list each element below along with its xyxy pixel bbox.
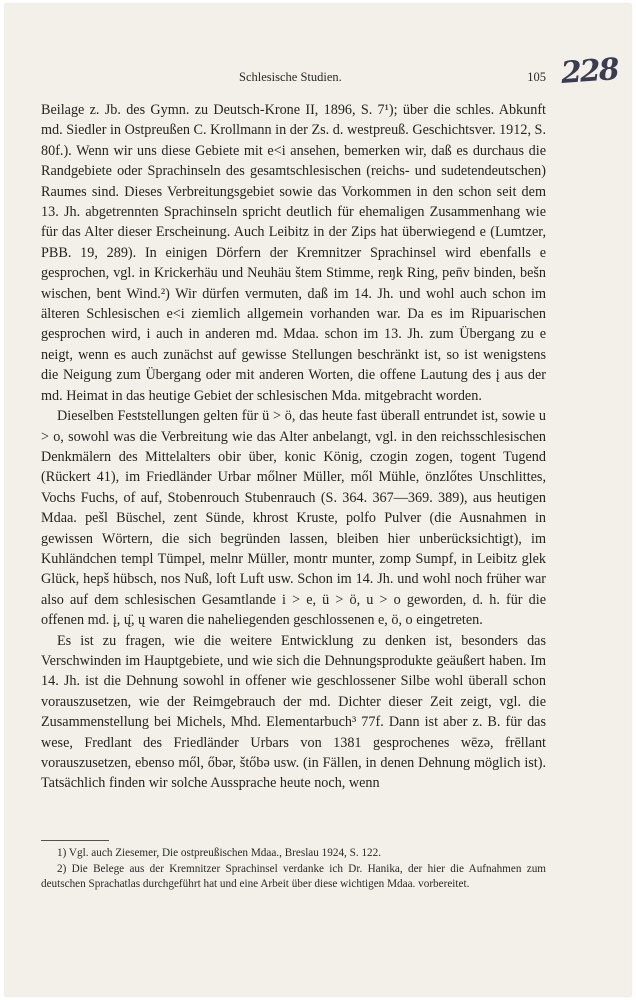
book-page bbox=[5, 4, 631, 996]
footnote-1: 1) Vgl. auch Ziesemer, Die ostpreußischen Mdaa., Breslau 1924, S. 122. bbox=[57, 847, 382, 859]
running-title: Schlesische Studien. bbox=[239, 70, 342, 84]
paragraph-2: Dieselben Feststellungen gelten für ü > ö, das heute fast überall entrundet ist, sowie u > o, sowohl was die Verbreitung wie das Alter anbelangt, vgl. in den reichsschlesischen Denkmälern des Mittelalters obir über, konic König, czogin zogen, togent Tugend (Rückert 41), im Friedländer Urbar mőlner Müller, mől Mühle, önzlőtes Unschlittes, Vochs Fuchs, of auf, Stobenrouch Stubenrauch (S. 364. 367—369. 389), aus heutigen Mdaa. pešl Büschel, zent Sünde, khrost Kruste, polfo Pulver (die Ausnahmen in gewissen Wörtern, die sich begründen lassen, bleiben hier unberücksichtigt), im Kuhländchen templ Tümpel, melnr Müller, montr munter, zomp Sumpf, in Leibitz glek Glück, hepš hübsch, nos Nuß, loft Luft usw. Schon im 14. Jh. und wohl noch früher war also auf dem schlesischen Gesamtlande i > e, ü > ö, u > o geworden, d. h. für die offenen md. į, ų̈, ų waren die naheliegenden geschlossenen e, ö, o eingetreten. bbox=[41, 408, 546, 629]
handwritten-page-number: 228 bbox=[559, 52, 619, 91]
footnote-rule bbox=[41, 840, 109, 841]
paragraph-1: Beilage z. Jb. des Gymn. zu Deutsch-Krone II, 1896, S. 7¹); über die schles. Abkunft md. Siedler in Ostpreußen C. Krollmann in der Zs. d. westpreuß. Geschichtsver. 1912, S. 80f.). Wenn wir uns diese Gebiete mit e<i ansehen, bemerken wir, daß es durchaus die Randgebiete oder Sprachinseln des gesamtschlesischen (reichs- und sudetendeutschen) Raumes sind. Dieses Verbreitungsgebiet sowie das Vorkommen in den schon seit dem 13. Jh. abgetrennten Sprachinseln spricht deutlich für ehemaligen Zusammenhang wie für das Alter dieser Erscheinung. Auch Leibitz in der Zips hat überwiegend e (Lumtzer, PBB. 19, 289). In einigen Dörfern der Kremnitzer Sprachinsel wird ebenfalls e gesprochen, vgl. in Krickerhäu und Neuhäu štem Stimme, reŋk Ring, pen̄v binden, bešn wischen, bent Wind.²) Wir dürfen vermuten, daß im 14. Jh. und wohl auch schon im älteren Schlesischen e<i ziemlich allgemein vorhanden war. Da es im Ripuarischen gesprochen wird, i auch in anderen md. Mdaa. schon im 13. Jh. zum Übergang zu e neigt, wenn es auch zunächst auf gewisse Stellungen beschränkt ist, so ist wenigstens die Neigung zum Übergang oder mit anderen Worten, die offene Lautung des į aus der md. Heimat in das heutige Gebiet der schlesischen Mda. mitgebracht worden. bbox=[41, 102, 546, 404]
footnote-2: 2) Die Belege aus der Kremnitzer Sprachinsel verdanke ich Dr. Hanika, der hier die Aufnahmen zum deutschen Sprachatlas durchgeführt hat und eine Arbeit über diese wichtigen Mdaa. vorbereitet. bbox=[41, 862, 546, 891]
main-text bbox=[41, 100, 546, 794]
footnotes bbox=[41, 846, 546, 893]
paragraph-3: Es ist zu fragen, wie die weitere Entwicklung zu denken ist, besonders das Verschwinden im Hauptgebiete, und wie sich die Dehnungsprodukte geäußert haben. Im 14. Jh. ist die Dehnung sowohl in offener wie geschlossener Silbe wohl überall schon vorauszusetzen, wie der Reimgebrauch der md. Dichter dieser Zeit zeigt, vgl. die Zusammenstellung bei Michels, Mhd. Elementarbuch³ 77f. Dann ist aber z. B. für das wese, Fredlant des Friedländer Urbars von 1381 gesprochenes wēzə, frēllant vorauszusetzen, ebenso mől, őbər, štőbə usw. (in Fällen, in denen Dehnung möglich ist). Tatsächlich finden wir solche Aussprache heute noch, wenn bbox=[41, 632, 546, 792]
page-number: 105 bbox=[527, 70, 546, 84]
